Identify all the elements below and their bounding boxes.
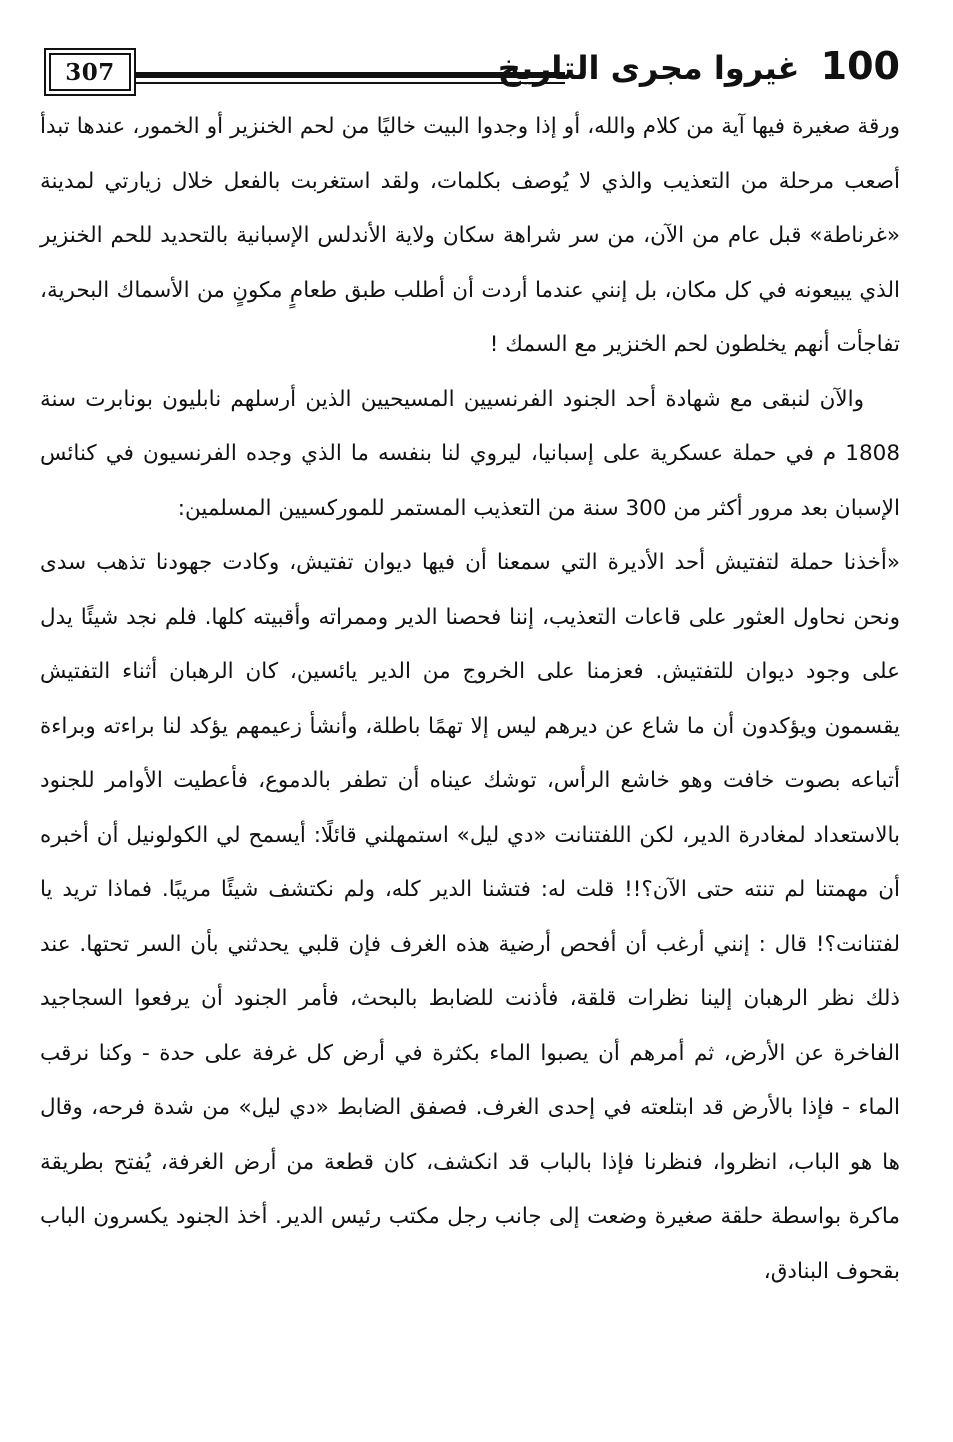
book-title-number: 100 [820,44,900,88]
book-page [40,36,900,1416]
paragraph: والآن لنبقى مع شهادة أحد الجنود الفرنسيين المسيحيين الذين أرسلهم نابليون بونابرت سنة 1808 م في حملة عسكرية على إسبانيا، ليروي لنا بنفسه ما الذي وجده الفرنسيون في كنائس الإسبان بعد مرور أكثر من 300 سنة من التعذيب المستمر للموركسيين المسلمين: [40,386,900,521]
body-text [40,100,900,1299]
paragraph: ورقة صغيرة فيها آية من كلام والله، أو إذا وجدوا البيت خاليًا من لحم الخنزير أو الخمور، عندها تبدأ أصعب مرحلة من التعذيب والذي لا يُوصف بكلمات، ولقد استغربت بالفعل خلال زيارتي لمدينة «غرناطة» قبل عام من الآن، من سر شراهة سكان ولاية الأندلس الإسبانية بالتحديد للحم الخنزير الذي يبيعونه في كل مكان، بل إنني عندما أردت أن أطلب طبق طعامٍ مكونٍ من الأسماك البحرية، تفاجأت أنهم يخلطون لحم الخنزير مع السمك ! [40,114,900,357]
page-header [40,36,900,100]
page-number: 307 [44,48,136,96]
book-title [498,42,900,92]
paragraph: «أخذنا حملة لتفتيش أحد الأديرة التي سمعنا أن فيها ديوان تفتيش، وكادت جهودنا تذهب سدى ونحن نحاول العثور على قاعات التعذيب، إننا فحصنا الدير وممراته وأقبيته كلها. فلم نجد شيئًا يدل على وجود ديوان للتفتيش. فعزمنا على الخروج من الدير يائسين، كان الرهبان أثناء التفتيش يقسمون ويؤكدون أن ما شاع عن ديرهم ليس إلا تهمًا باطلة، وأنشأ زعيمهم يؤكد لنا براءته وبراءة أتباعه بصوت خافت وهو خاشع الرأس، توشك عيناه أن تطفر بالدموع، فأعطيت الأوامر للجنود بالاستعداد لمغادرة الدير، لكن اللفتنانت «دي ليل» استمهلني قائلًا: أيسمح لي الكولونيل أن أخبره أن مهمتنا لم تنته حتى الآن؟!! قلت له: فتشنا الدير كله، ولم نكتشف شيئًا مريبًا. فماذا تريد يا لفتنانت؟! قال : إنني أرغب أن أفحص أرضية هذه الغرف فإن قلبي يحدثني بأن السر تحتها. عند ذلك نظر الرهبان إلينا نظرات قلقة، فأذنت للضابط بالبحث، فأمر الجنود أن يرفعوا السجاجيد الفاخرة عن الأرض، ثم أمرهم أن يصبوا الماء بكثرة في أرض كل غرفة على حدة - وكنا نرقب الماء - فإذا بالأرض قد ابتلعته في إحدى الغرف. فصفق الضابط «دي ليل» من شدة فرحه، وقال ها هو الباب، انظروا، فنظرنا فإذا بالباب قد انكشف، كان قطعة من أرض الغرفة، يُفتح بطريقة ماكرة بواسطة حلقة صغيرة وضعت إلى جانب رجل مكتب رئيس الدير. أخذ الجنود يكسرون الباب بقحوف البنادق، [40,550,900,1284]
book-title-text: غيروا مجرى التاريخ [497,49,800,87]
